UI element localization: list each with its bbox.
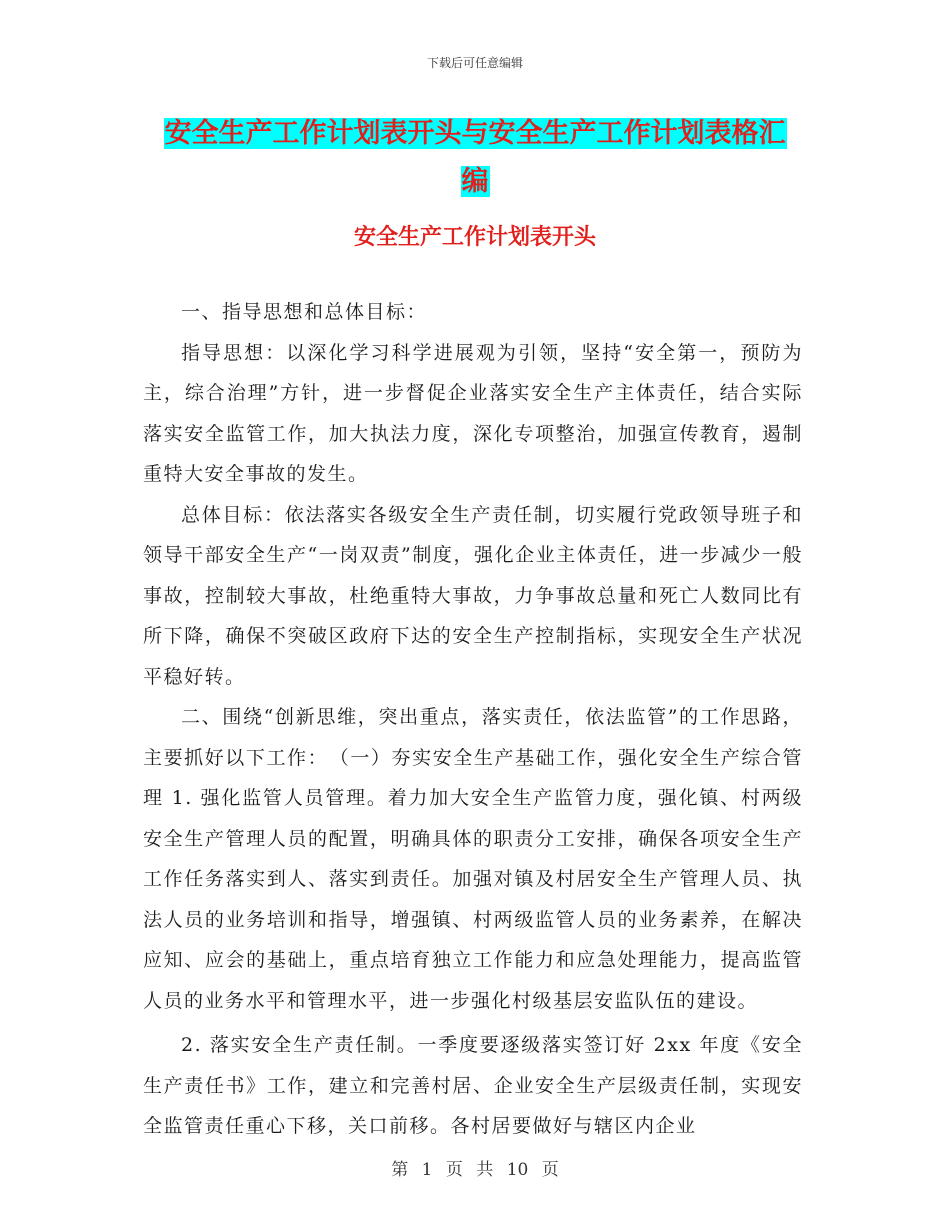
document-title-line-1: 安全生产工作计划表开头与安全生产工作计划表格汇	[164, 118, 786, 149]
paragraph-responsibility-system: 2. 落实安全生产责任制。一季度要逐级落实签订好 2xx 年度《安全生产责任书》工作，建立和完善村居、企业安全生产层级责任制，实现安全监管责任重心下移，关口前移。各村居要做好与辖区内企业	[143, 1034, 803, 1137]
page-header-note: 下载后可任意编辑	[426, 56, 523, 70]
document-body	[143, 292, 803, 1147]
document-title-line-2: 编	[461, 166, 489, 197]
paragraph-work-ideas: 二、围绕“创新思维，突出重点，落实责任，依法监管”的工作思路，主要抓好以下工作： （一）夯实安全生产基础工作，强化安全生产综合管理 1. 强化监管人员管理。着力加大安全生产监管力度，强化镇、村两级安全生产管理人员的配置，明确具体的职责分工安排，确保各项安全生产工作任务落实到人、落实到责任。加强对镇及村居安全生产管理人员、执法人员的业务培训和指导，增强镇、村两级监管人员的业务素养，在解决应知、应会的基础上，重点培育独立工作能力和应急处理能力，提高监管人员的业务水平和管理水平，进一步强化村级基层安监队伍的建设。	[143, 706, 803, 1012]
section-title: 安全生产工作计划表开头	[353, 224, 596, 250]
document-title	[140, 110, 810, 206]
paragraph-guiding-ideology: 指导思想：以深化学习科学进展观为引领，坚持“安全第一，预防为主，综合治理”方针，进一步督促企业落实安全生产主体责任，结合实际落实安全监管工作，加大执法力度，深化专项整治，加强宣传教育，遏制重特大安全事故的发生。	[143, 341, 803, 485]
page-footer: 第 1 页 共 10 页	[391, 1160, 559, 1180]
paragraph-overall-goal: 总体目标：依法落实各级安全生产责任制，切实履行党政领导班子和领导干部安全生产“一岗双责”制度，强化企业主体责任，进一步减少一般事故，控制较大事故，杜绝重特大事故，力争事故总量和死亡人数同比有所下降，确保不突破区政府下达的安全生产控制指标，实现安全生产状况平稳好转。	[143, 503, 803, 688]
paragraph-heading-1: 一、指导思想和总体目标：	[181, 301, 428, 323]
